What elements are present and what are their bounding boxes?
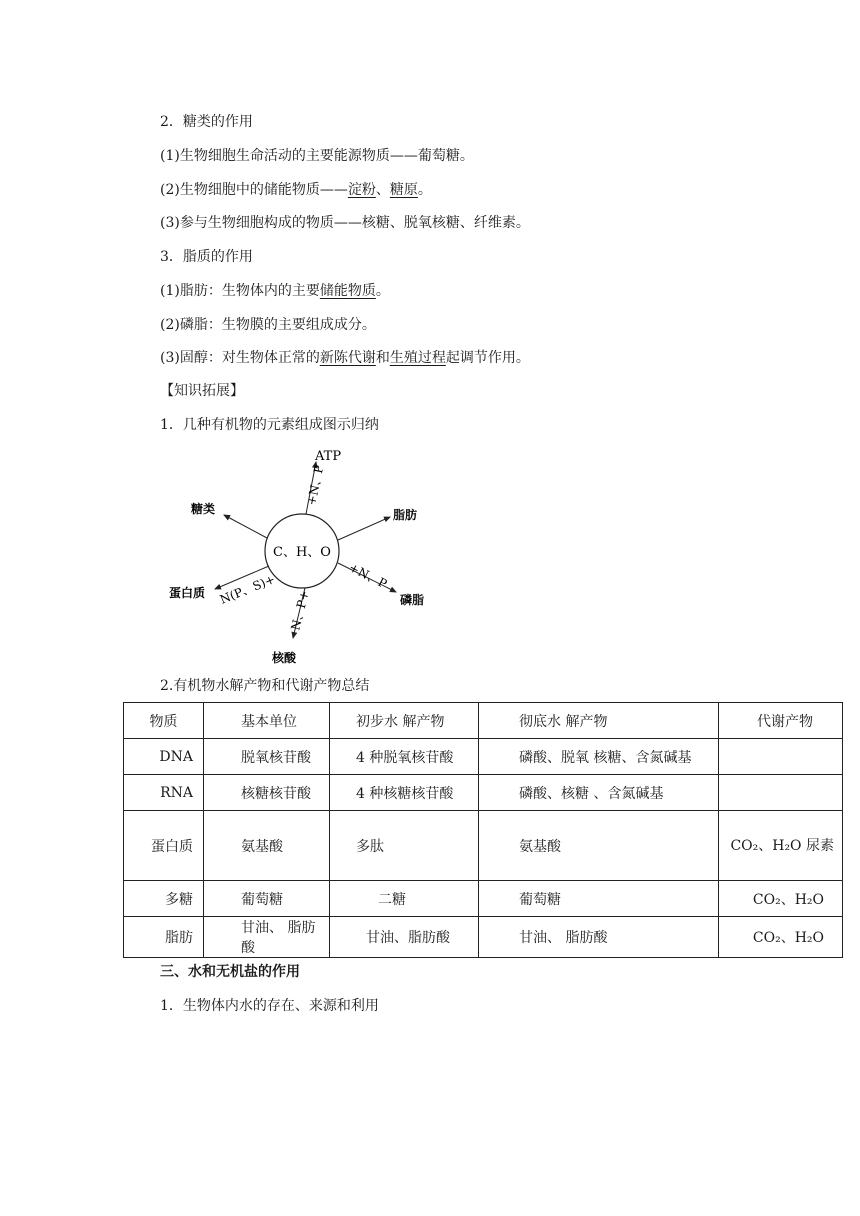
sugar-item-2 [160, 181, 432, 199]
table-cell [719, 775, 843, 811]
text: 起调节作用。 [445, 350, 530, 366]
table-header-row [124, 703, 843, 739]
annotation-nucleic-acid: N、P+ [288, 588, 312, 632]
table-cell: 多肽 [330, 811, 479, 881]
table-cell: 二糖 [330, 881, 479, 917]
annotation-protein: N(P、S)+ [217, 571, 278, 607]
label-sugar: 糖类 [191, 502, 216, 516]
text: (1)生物细胞生命活动的主要能源物质—— [160, 148, 418, 164]
table-cell: 氨基酸 [204, 811, 330, 881]
annotation-atp: +N、P [304, 463, 327, 507]
table-row [124, 917, 843, 958]
header-cell: 彻底水 解产物 [479, 703, 719, 739]
label-nucleic-acid: 核酸 [272, 651, 297, 665]
table-cell: 甘油、 脂肪酸 [479, 917, 719, 958]
table-cell: CO₂、H₂O [719, 881, 843, 917]
element-composition-diagram [160, 442, 450, 672]
table-row [124, 811, 843, 881]
table-cell: 氨基酸 [479, 811, 719, 881]
table-cell: 核糖核苷酸 [204, 775, 330, 811]
table-cell: 葡萄糖 [204, 881, 330, 917]
label-fat: 脂肪 [393, 508, 418, 522]
text: 。 [375, 283, 390, 299]
center-label: C、H、O [273, 545, 331, 560]
text: 。 [459, 148, 474, 164]
sugar-item-1 [160, 147, 474, 165]
section-heading-sugar: 2．糖类的作用 [160, 114, 253, 130]
term: 葡萄糖 [417, 148, 460, 164]
arrow-sugar [224, 515, 267, 538]
table-cell [719, 739, 843, 775]
arrow-fat [338, 517, 390, 540]
table-cell: RNA [124, 775, 204, 811]
term-underlined: 淀粉 [347, 182, 376, 198]
table-cell: 多糖 [124, 881, 204, 917]
table-cell: 4 种核糖核苷酸 [330, 775, 479, 811]
table-cell: 脂肪 [124, 917, 204, 958]
header-cell: 代谢产物 [719, 703, 843, 739]
annotation-phospholipid: +N、P [346, 560, 390, 592]
header-cell: 基本单位 [204, 703, 330, 739]
term-underlined: 储能物质 [319, 283, 376, 299]
table-cell: 甘油、脂肪酸 [330, 917, 479, 958]
table-cell: 脱氧核苷酸 [204, 739, 330, 775]
table-row [124, 881, 843, 917]
text: 和 [375, 350, 390, 366]
header-cell: 物质 [124, 703, 204, 739]
table-cell: 葡萄糖 [479, 881, 719, 917]
text: 。 [417, 182, 432, 198]
water-item-1: 1．生物体内水的存在、来源和利用 [160, 998, 379, 1014]
text: (2)生物细胞中的储能物质—— [160, 182, 348, 198]
table-row [124, 775, 843, 811]
term-underlined: 糖原 [389, 182, 418, 198]
term-underlined: 新陈代谢 [319, 350, 376, 366]
table-title: 2.有机物水解产物和代谢产物总结 [160, 678, 370, 694]
text: (3)固醇：对生物体正常的 [160, 350, 320, 366]
table-cell: 磷酸、核糖 、含氮碱基 [479, 775, 719, 811]
lipid-item-3 [160, 349, 530, 367]
table-cell: 甘油、 脂肪酸 [204, 917, 330, 958]
hydrolysis-table [123, 702, 843, 958]
knowledge-extension-heading: 【知识拓展】 [160, 383, 244, 399]
table-cell: DNA [124, 739, 204, 775]
extension-item-1: 1．几种有机物的元素组成图示归纳 [160, 417, 379, 433]
term-underlined: 生殖过程 [389, 350, 446, 366]
header-cell: 初步水 解产物 [330, 703, 479, 739]
label-phospholipid: 磷脂 [400, 593, 425, 607]
table-cell: CO₂、H₂O 尿素 [719, 811, 843, 881]
table-cell: 4 种脱氧核苷酸 [330, 739, 479, 775]
label-atp: ATP [315, 449, 342, 464]
label-protein: 蛋白质 [169, 586, 206, 600]
lipid-item-2: (2)磷脂：生物膜的主要组成成分。 [160, 317, 376, 333]
table-cell: 磷酸、脱氧 核糖、含氮碱基 [479, 739, 719, 775]
section-heading-lipid: 3．脂质的作用 [160, 249, 253, 265]
table-cell: 蛋白质 [124, 811, 204, 881]
section-heading-water: 三、水和无机盐的作用 [160, 964, 300, 980]
table-row [124, 739, 843, 775]
sugar-item-3: (3)参与生物细胞构成的物质——核糖、脱氧核糖、纤维素。 [160, 215, 530, 231]
table-cell: CO₂、H₂O [719, 917, 843, 958]
text: (1)脂肪：生物体内的主要 [160, 283, 320, 299]
text: 、 [375, 182, 390, 198]
lipid-item-1 [160, 282, 390, 300]
